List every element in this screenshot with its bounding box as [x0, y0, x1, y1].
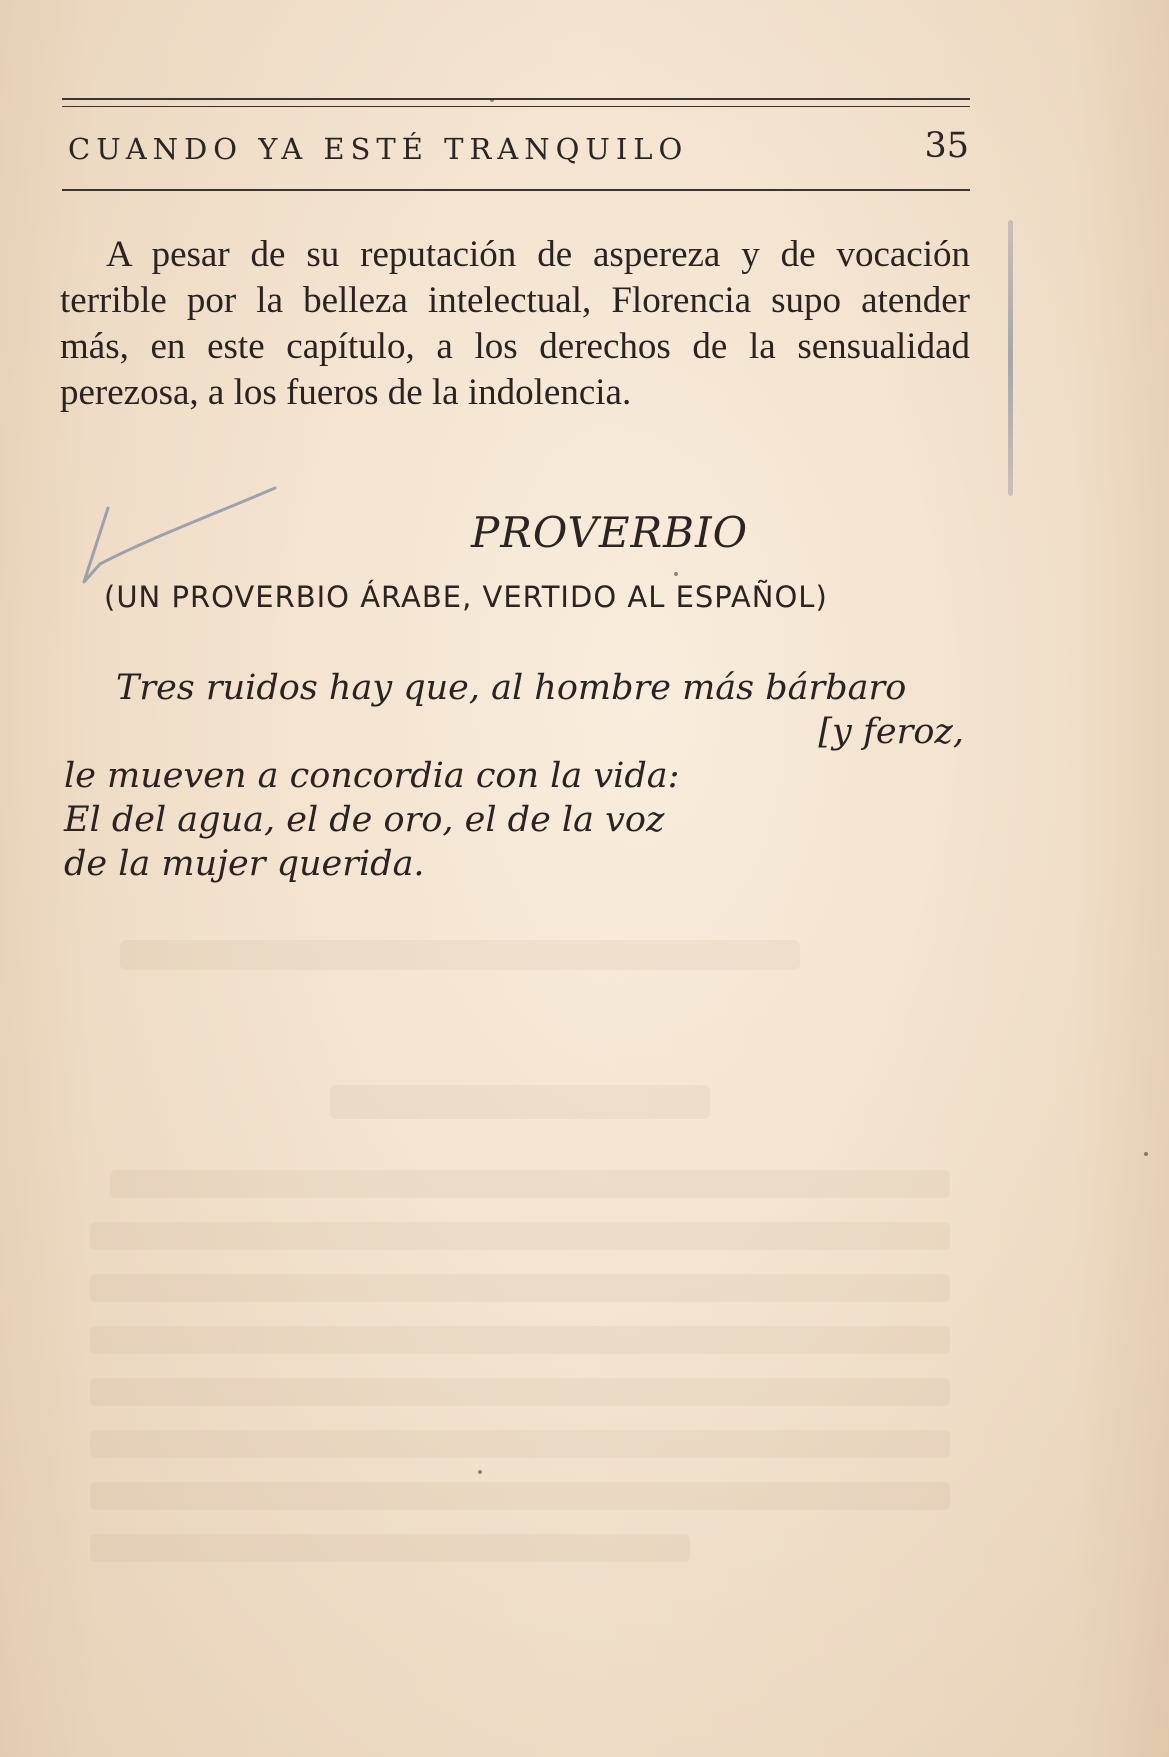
poem-line: Tres ruidos hay que, al hombre más bárbaro	[116, 668, 907, 708]
header-bottom-rule	[62, 189, 970, 191]
poem	[64, 666, 968, 886]
poem-line: El del agua, el de oro, el de la voz	[64, 800, 665, 840]
page-number: 35	[924, 126, 969, 166]
poem-line: le mueven a concordia con la vida:	[64, 756, 680, 796]
paper-speck	[478, 1470, 482, 1474]
paper-speck	[490, 98, 494, 102]
section-subtitle: (UN PROVERBIO ÁRABE, VERTIDO AL ESPAÑOL)	[104, 580, 828, 614]
running-title: CUANDO YA ESTÉ TRANQUILO	[68, 132, 689, 166]
header-top-rule	[62, 98, 970, 107]
paper-speck	[1144, 1152, 1148, 1156]
poem-line-continuation: [y feroz,	[818, 712, 964, 752]
section-title: PROVERBIO	[470, 508, 749, 557]
poem-line: de la mujer querida.	[64, 844, 425, 884]
body-paragraph	[60, 232, 970, 416]
paper-speck	[674, 572, 678, 576]
paragraph-text: A pesar de su reputación de aspereza y de vocación terrible por la belleza intelectual, Florencia supo atender más, en este capítulo, a los derechos de la sensualidad perezosa, a los fueros de la indolencia.	[60, 234, 970, 413]
pencil-margin-line	[1008, 220, 1013, 496]
